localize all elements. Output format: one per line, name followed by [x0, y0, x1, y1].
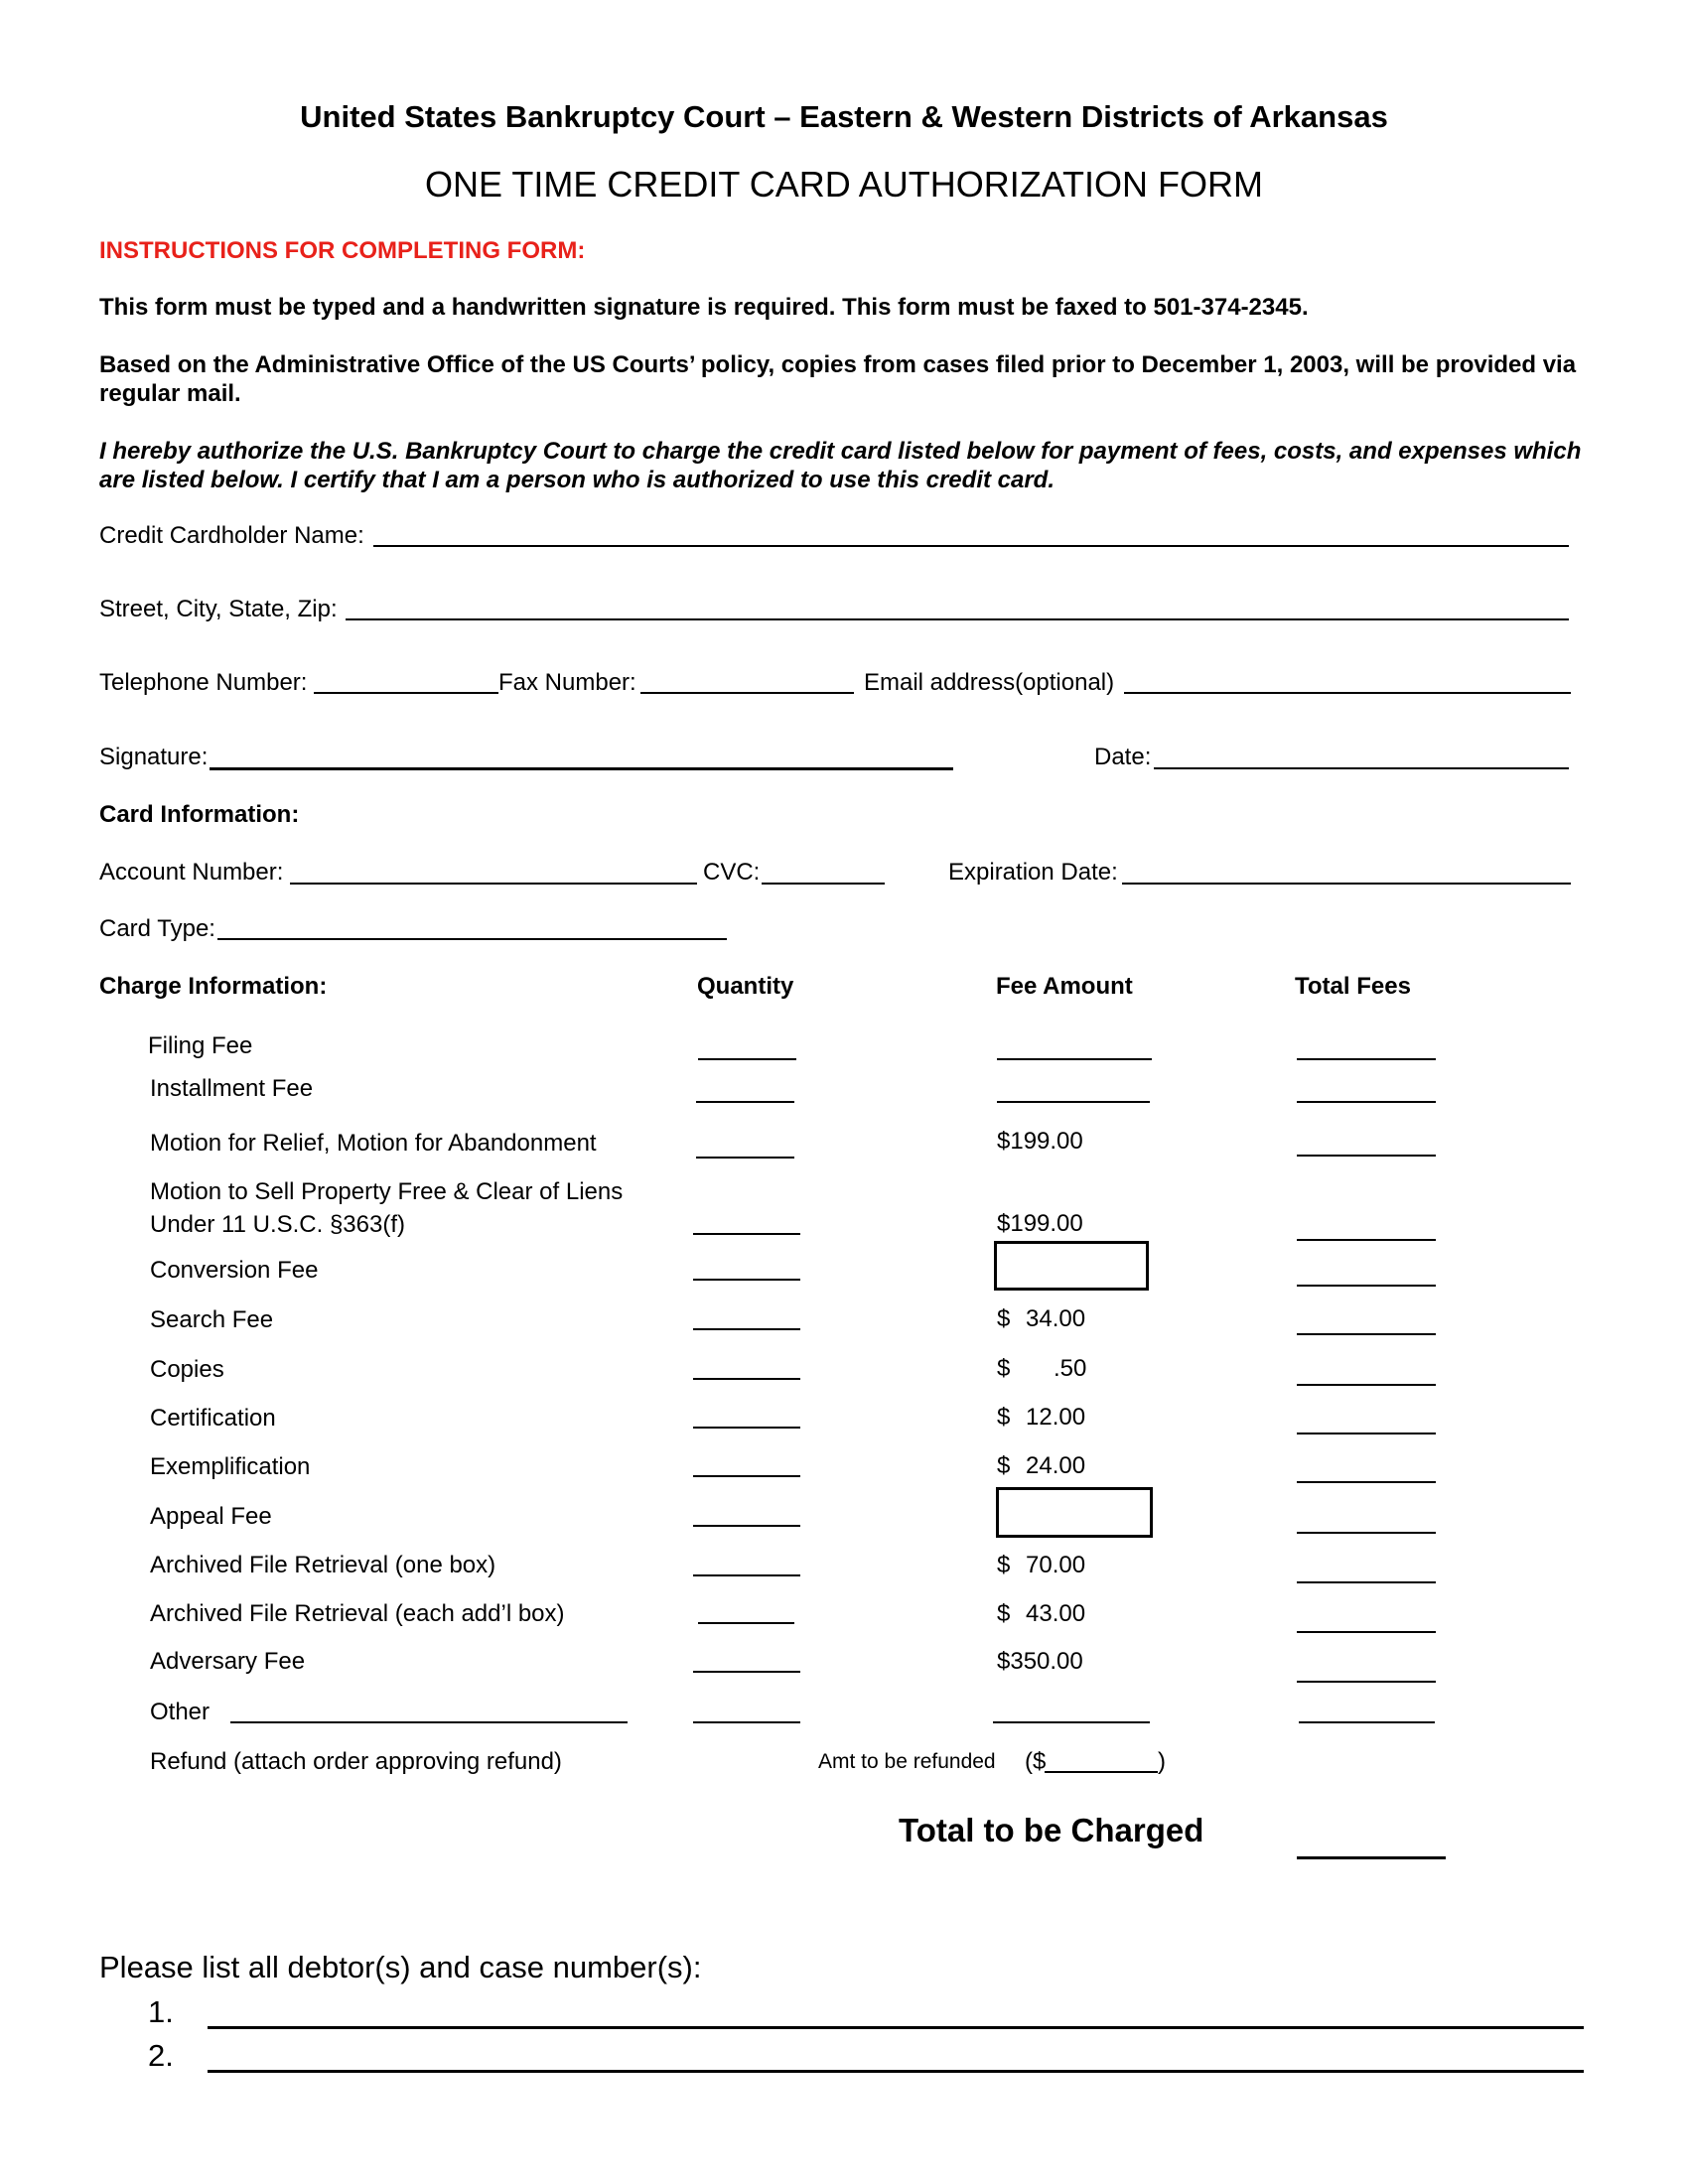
charge-label: Certification: [150, 1405, 276, 1432]
charge-label: Adversary Fee: [150, 1648, 306, 1675]
address-label: Street, City, State, Zip:: [99, 596, 338, 622]
debtor-case-field-1[interactable]: [208, 2026, 1584, 2029]
instructions-heading: INSTRUCTIONS FOR COMPLETING FORM:: [99, 237, 586, 264]
account-number-label: Account Number:: [99, 859, 284, 886]
fee-amount-value: 12.00: [1026, 1404, 1086, 1431]
total-charged-label: Total to be Charged: [899, 1812, 1204, 1848]
fee-currency: $: [997, 1600, 1011, 1627]
fee-amount-field[interactable]: [997, 1101, 1150, 1103]
other-description-field[interactable]: [230, 1721, 628, 1723]
quantity-field[interactable]: [693, 1328, 800, 1330]
charge-label: Other: [150, 1699, 211, 1725]
quantity-field[interactable]: [693, 1671, 800, 1673]
quantity-field[interactable]: [693, 1378, 800, 1380]
cardholder-name-label: Credit Cardholder Name:: [99, 522, 364, 549]
total-fee-field[interactable]: [1297, 1481, 1436, 1483]
court-title: United States Bankruptcy Court – Eastern & Western Districts of Arkansas: [300, 99, 1388, 134]
date-label: Date:: [1094, 744, 1152, 770]
quantity-field[interactable]: [693, 1574, 800, 1576]
total-fee-field[interactable]: [1297, 1681, 1436, 1683]
fee-amount-value: 43.00: [1026, 1600, 1086, 1627]
fee-amount-value: $199.00: [997, 1128, 1083, 1155]
quantity-field[interactable]: [693, 1475, 800, 1477]
charge-label: Archived File Retrieval (each add’l box): [150, 1600, 565, 1627]
telephone-field[interactable]: [314, 692, 498, 694]
fee-amount-value: 70.00: [1026, 1552, 1086, 1578]
fee-currency: $: [997, 1404, 1011, 1431]
quantity-field[interactable]: [696, 1101, 794, 1103]
charge-label: Archived File Retrieval (one box): [150, 1552, 496, 1578]
total-fee-field[interactable]: [1297, 1155, 1436, 1157]
fee-currency: $: [997, 1355, 1011, 1382]
charge-label: Motion for Relief, Motion for Abandonment: [150, 1130, 597, 1157]
email-field[interactable]: [1124, 692, 1571, 694]
total-fee-field[interactable]: [1299, 1721, 1435, 1723]
quantity-field[interactable]: [698, 1622, 794, 1624]
authorization-statement: I hereby authorize the U.S. Bankruptcy Court to charge the credit card listed below for payment of fees, costs, and expenses which are listed below. I certify that I am a person who is authorized to use this credit card.: [99, 438, 1582, 493]
conversion-fee-box[interactable]: [994, 1241, 1149, 1291]
charge-label: Search Fee: [150, 1306, 274, 1333]
fee-currency: $: [997, 1452, 1011, 1479]
card-type-label: Card Type:: [99, 915, 215, 942]
total-fee-field[interactable]: [1297, 1058, 1436, 1060]
refund-amount-field[interactable]: [1045, 1771, 1158, 1773]
fee-amount-field[interactable]: [993, 1721, 1150, 1723]
fee-amount-value: $199.00: [997, 1210, 1083, 1237]
charge-label: Copies: [150, 1356, 224, 1383]
charge-label: Motion to Sell Property Free & Clear of Liens: [150, 1178, 624, 1205]
charge-label: Exemplification: [150, 1453, 311, 1480]
address-field[interactable]: [346, 618, 1569, 620]
fax-field[interactable]: [640, 692, 854, 694]
form-title: ONE TIME CREDIT CARD AUTHORIZATION FORM: [424, 164, 1264, 205]
telephone-label: Telephone Number:: [99, 669, 308, 696]
quantity-field[interactable]: [693, 1525, 800, 1527]
instructions-paragraph-1: This form must be typed and a handwritten signature is required. This form must be faxed to 501-374-2345.: [99, 294, 1309, 321]
total-charged-field[interactable]: [1297, 1856, 1446, 1859]
refund-open-paren: ($: [1025, 1748, 1047, 1775]
charge-label: Filing Fee: [148, 1032, 253, 1059]
quantity-header: Quantity: [697, 973, 794, 1000]
fee-currency: $: [997, 1552, 1011, 1578]
expiration-field[interactable]: [1122, 883, 1571, 885]
total-fee-field[interactable]: [1297, 1239, 1436, 1241]
fee-amount-value: .50: [1054, 1355, 1087, 1382]
fee-amount-value: $350.00: [997, 1648, 1083, 1675]
debtor-line-number: 2.: [148, 2038, 174, 2073]
total-fee-field[interactable]: [1297, 1384, 1436, 1386]
charge-label-continued: Under 11 U.S.C. §363(f): [150, 1211, 406, 1238]
fee-amount-value: 24.00: [1026, 1452, 1086, 1479]
quantity-field[interactable]: [693, 1233, 800, 1235]
quantity-field[interactable]: [698, 1058, 796, 1060]
total-fee-field[interactable]: [1297, 1333, 1436, 1335]
fee-currency: $: [997, 1305, 1011, 1332]
card-info-heading: Card Information:: [99, 801, 300, 828]
email-label: Email address(optional): [864, 669, 1115, 696]
refund-close-paren: ): [1158, 1748, 1166, 1775]
debtor-line-number: 1.: [148, 1994, 174, 2029]
charge-label: Conversion Fee: [150, 1257, 319, 1284]
fee-amount-header: Fee Amount: [996, 973, 1133, 1000]
total-fee-field[interactable]: [1297, 1532, 1436, 1534]
date-field[interactable]: [1154, 767, 1569, 769]
fax-label: Fax Number:: [498, 669, 636, 696]
refund-amount-label: Amt to be refunded: [818, 1750, 996, 1773]
total-fee-field[interactable]: [1297, 1433, 1436, 1434]
fee-amount-value: 34.00: [1026, 1305, 1086, 1332]
cvc-field[interactable]: [762, 883, 885, 885]
card-type-field[interactable]: [217, 938, 727, 940]
cvc-label: CVC:: [703, 859, 761, 886]
quantity-field[interactable]: [693, 1427, 800, 1429]
signature-field[interactable]: [210, 767, 953, 770]
signature-label: Signature:: [99, 744, 209, 770]
expiration-label: Expiration Date:: [948, 859, 1118, 886]
appeal-fee-box[interactable]: [996, 1487, 1153, 1538]
total-fee-field[interactable]: [1297, 1581, 1436, 1583]
cardholder-name-field[interactable]: [373, 545, 1569, 547]
quantity-field[interactable]: [693, 1721, 800, 1723]
charge-label: Installment Fee: [150, 1075, 314, 1102]
total-fees-header: Total Fees: [1295, 973, 1411, 1000]
charge-label: Appeal Fee: [150, 1503, 272, 1530]
debtors-prompt: Please list all debtor(s) and case number(s):: [99, 1950, 702, 1984]
total-fee-field[interactable]: [1297, 1631, 1436, 1633]
fee-amount-field[interactable]: [997, 1058, 1152, 1060]
account-number-field[interactable]: [290, 883, 697, 885]
charge-label: Refund (attach order approving refund): [150, 1748, 562, 1775]
instructions-paragraph-2: Based on the Administrative Office of the US Courts’ policy, copies from cases filed prior to December 1, 2003, will be provided via regular mail.: [99, 351, 1577, 407]
quantity-field[interactable]: [693, 1279, 800, 1281]
total-fee-field[interactable]: [1297, 1285, 1436, 1287]
quantity-field[interactable]: [696, 1157, 794, 1159]
charge-info-heading: Charge Information:: [99, 973, 328, 1000]
debtor-case-field-2[interactable]: [208, 2070, 1584, 2073]
total-fee-field[interactable]: [1297, 1101, 1436, 1103]
